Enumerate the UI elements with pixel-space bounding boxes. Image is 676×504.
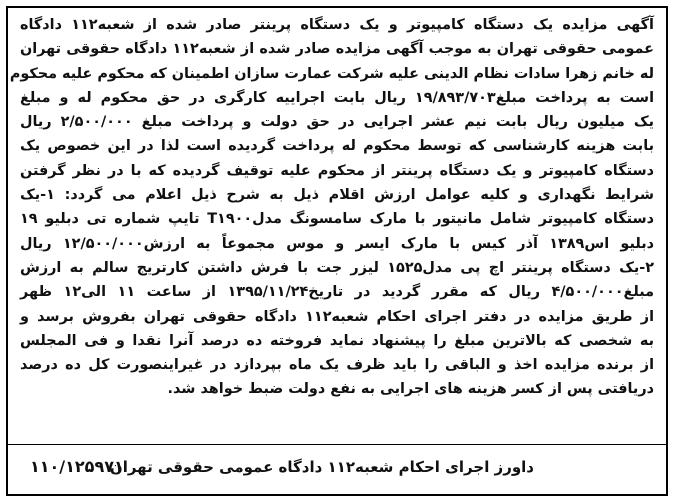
footer-reference-code: ۱۱۰/۱۲۵۹۷۱ — [30, 457, 124, 476]
notice-line: دستگاه کامپیوتر شامل مانیتور با مارک سامسونگ مدلT۱۹۰۰ تایپ شماره تی دبلیو ۱۹ — [20, 211, 655, 228]
notice-line: بابت هزینه کارشناسی که توسط محکوم له پرداخت گردیده است لذا در این خصوص یک — [20, 138, 654, 155]
notice-line: مبلغ۴/۵۰۰/۰۰۰ ریال که مقرر گردید در تاریخ۱۳۹۵/۱۱/۲۴ از ساعت ۱۱ الی۱۲ ظهر — [20, 284, 655, 301]
notice-line: له خانم زهرا سادات نظام الدینی علیه شرکت عمارت سازان اطمینان که محکوم علیه محکوم — [9, 65, 654, 82]
notice-line: از طریق مزایده در دفتر اجرای احکام شعبه۱۱۲ دادگاه حقوقی تهران بفروش برسد و — [20, 308, 655, 325]
notice-line: دستگاه کامپیوتر و یک دستگاه پرینتر از محکوم علیه توقیف گردیده که با در نظر گرفتن — [20, 162, 654, 179]
notice-line: است به پرداخت مبلغ۱۹/۸۹۳/۷۰۳ ریال بابت اجراییه کارگری در حق محکوم له و مبلغ — [20, 89, 654, 106]
notice-line: به شخصی که بالاترین مبلغ را پیشنهاد نماید فروخته ده درصد آنرا نقدا و فی المجلس — [20, 332, 654, 349]
notice-line: ۲-یک دستگاه پرینتر اچ پی مدل۱۵۲۵ لیزر جت با فرش داشتن کارتریج سالم به ارزش — [20, 259, 655, 276]
notice-frame — [6, 6, 668, 496]
footer-signature: داورز اجرای احکام شعبه۱۱۲ دادگاه عمومی حقوقی تهران — [109, 458, 534, 476]
notice-body — [8, 8, 666, 402]
notice-line: دبلیو اس۱۳۸۹ آذر کیس با مارک ایسر و موس مجموعاً به ارزش۱۲/۵۰۰/۰۰۰ ریال — [20, 235, 654, 252]
notice-line: از برنده مزایده اخذ و الباقی را باید ظرف یک ماه بپردازد در غیراینصورت کل ده درصد — [20, 357, 654, 374]
notice-line: آگهی مزایده یک دستگاه کامپیوتر و یک دستگاه پرینتر صادر شده از شعبه۱۱۲ دادگاه — [20, 17, 654, 33]
notice-line: شرایط نگهداری و کلیه عوامل ارزش اقلام ذیل به شرح ذیل اعلام می گردد: ۱-یک — [20, 187, 654, 204]
notice-line: یک میلیون ریال بابت نیم عشر اجرایی در حق دولت و پرداخت مبلغ ۲/۵۰۰/۰۰۰ ریال — [20, 114, 654, 131]
notice-line-last: دریافتی پس از کسر هزینه های اجرایی به نفع دولت ضبط خواهد شد. — [167, 381, 654, 398]
footer-divider — [8, 444, 666, 445]
notice-line: عمومی حقوقی تهران به موجب آگهی مزایده صادر شده از شعبه۱۱۲ دادگاه حقوقی تهران — [20, 41, 654, 58]
notice-footer — [22, 452, 652, 482]
